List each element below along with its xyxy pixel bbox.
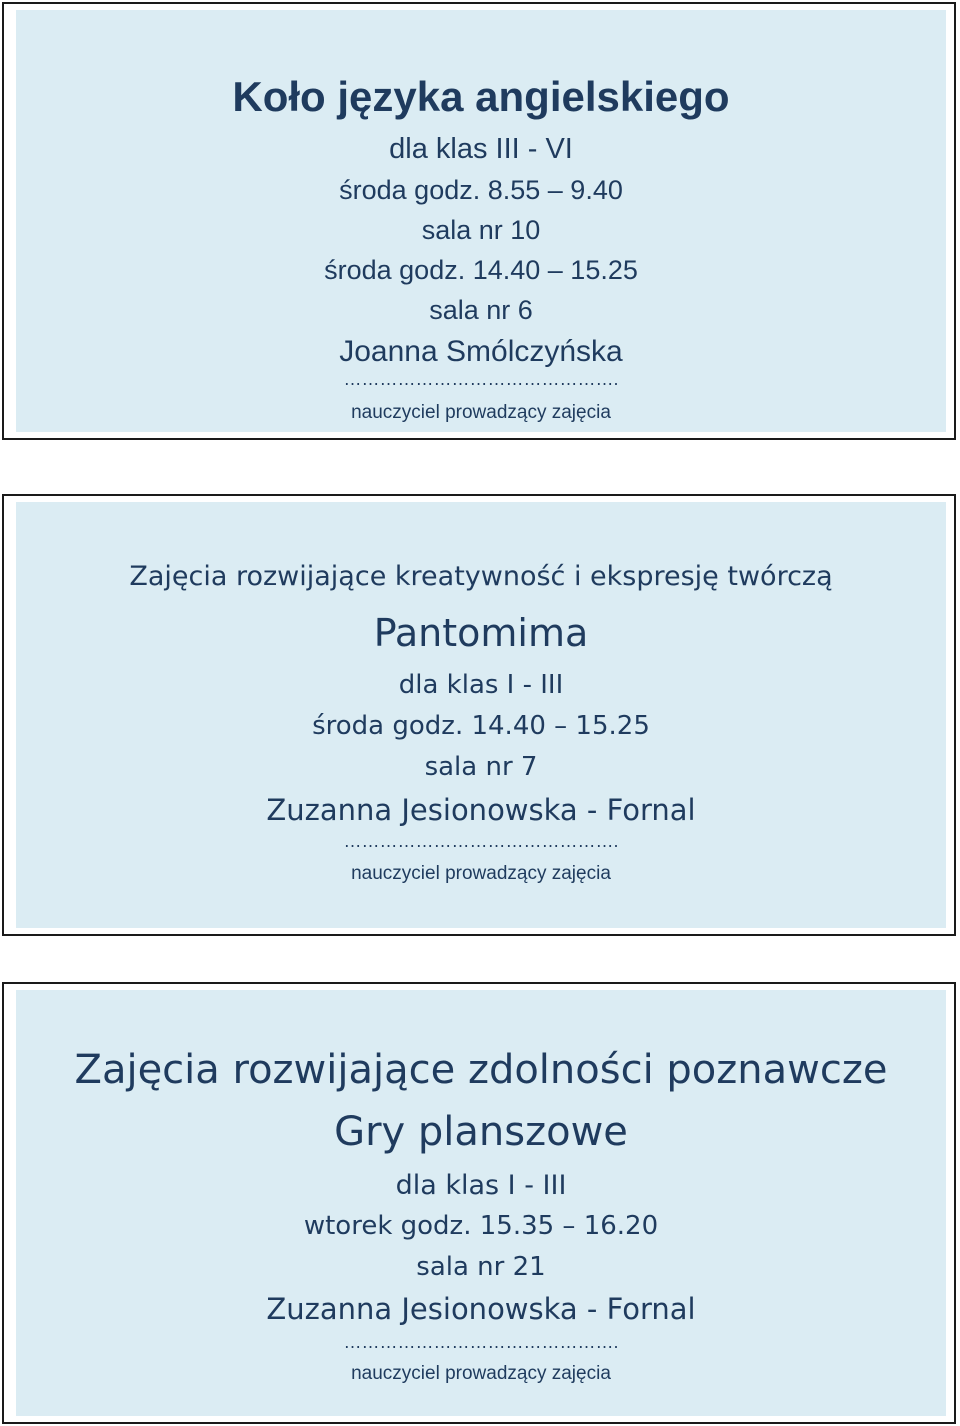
teacher-caption: nauczyciel prowadzący zajęcia (351, 863, 611, 884)
card-panel (16, 502, 946, 928)
grade-range: dla klas III - VI (389, 133, 573, 165)
schedule-time: środa godz. 8.55 – 9.40 (339, 175, 623, 205)
card-panel (16, 10, 946, 432)
signature-dots: ………………………………………. (343, 369, 619, 389)
card-subtitle: Zajęcia rozwijające zdolności poznawcze (74, 1047, 888, 1093)
room-number: sala nr 21 (416, 1252, 546, 1282)
schedule-time: środa godz. 14.40 – 15.25 (312, 711, 650, 741)
teacher-name: Zuzanna Jesionowska - Fornal (266, 1292, 696, 1326)
card-title: Gry planszowe (334, 1109, 628, 1155)
grade-range: dla klas I - III (398, 670, 564, 700)
schedule-time: środa godz. 14.40 – 15.25 (324, 255, 638, 285)
room-number: sala nr 7 (424, 752, 538, 782)
activity-card-english (2, 2, 956, 440)
room-number: sala nr 10 (421, 215, 541, 245)
teacher-name: Zuzanna Jesionowska - Fornal (266, 793, 696, 827)
schedule-time: wtorek godz. 15.35 – 16.20 (303, 1211, 659, 1241)
card-panel (16, 990, 946, 1416)
room-number: sala nr 6 (429, 295, 533, 325)
teacher-caption: nauczyciel prowadzący zajęcia (351, 1363, 611, 1384)
teacher-caption: nauczyciel prowadzący zajęcia (351, 402, 611, 423)
signature-dots: ………………………………………. (343, 831, 619, 851)
activity-card-board-games (2, 982, 956, 1424)
grade-range: dla klas I - III (395, 1170, 567, 1201)
card-title: Koło języka angielskiego (232, 73, 730, 120)
activity-card-pantomime (2, 494, 956, 936)
signature-dots: ………………………………………. (343, 1332, 619, 1352)
card-subtitle: Zajęcia rozwijające kreatywność i ekspresję twórczą (129, 561, 833, 592)
card-title: Pantomima (373, 611, 589, 655)
teacher-name: Joanna Smólczyńska (339, 335, 623, 368)
